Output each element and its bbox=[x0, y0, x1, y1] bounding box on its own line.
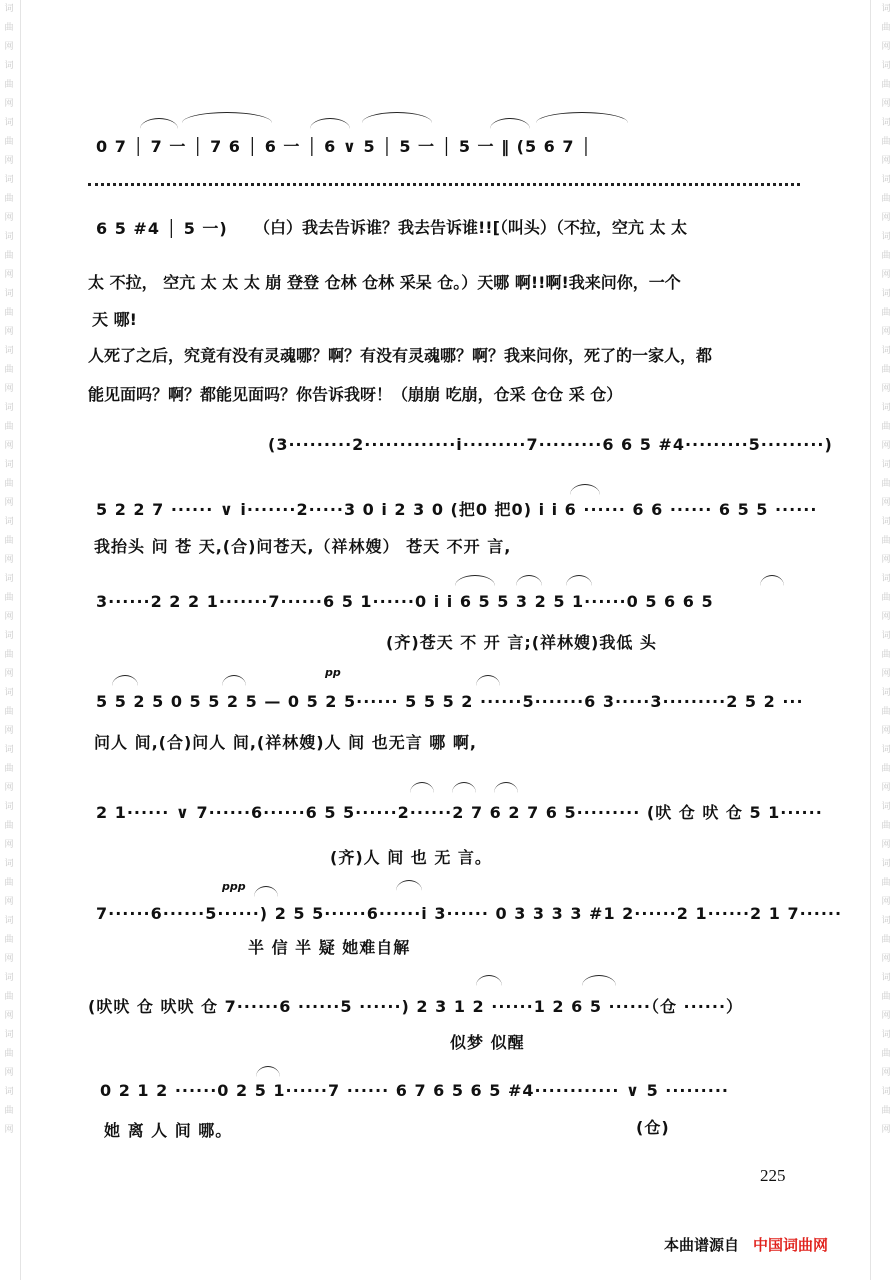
score-line-12-notes: 7······6······5······) 2 5 5······6······i 3······ 0 3 3 3 3 #1 2······2 1······2 1 7······ bbox=[96, 904, 843, 923]
slur bbox=[410, 782, 434, 793]
score-line-8-lyrics: 我抬头 问 苍 天,(合)问苍天,（祥林嫂） 苍天 不开 言, bbox=[94, 537, 512, 556]
slur bbox=[455, 575, 495, 586]
score-line-11-lyrics: (齐)人 间 也 无 言。 bbox=[330, 848, 492, 867]
right-margin-watermark: 词曲网词曲网词曲网词曲网词曲网词曲网词曲网词曲网词曲网词曲网词曲网词曲网词曲网词曲网词曲网词曲网词曲网词曲网词曲网词曲网 bbox=[881, 4, 891, 1135]
slur bbox=[182, 112, 272, 123]
slur bbox=[494, 782, 518, 793]
left-edge-line bbox=[20, 0, 21, 1280]
score-line-14-cue: (仓) bbox=[636, 1118, 670, 1137]
spoken-line-2: 太 不拉， 空亢 太 太 太 崩 登登 仓林 仓林 采呆 仓。）天哪 啊!!啊!我来问你，一个 bbox=[88, 273, 681, 292]
slur bbox=[476, 675, 500, 686]
source-site-link[interactable]: 中国词曲网 bbox=[753, 1236, 829, 1254]
slur bbox=[396, 880, 422, 891]
score-line-8-notes: 5 2 2 7 ······ ∨ i·······2·····3 0 i 2 3 0 (把0 把0) i i 6 ······ 6 6 ······ 6 5 5 ······ bbox=[96, 500, 818, 519]
spoken-line-3: 天 哪! bbox=[92, 310, 137, 329]
slur bbox=[476, 975, 502, 986]
score-line-1-notes: 0 7 │ 7 一 │ 7 6 │ 6 一 │ 6 ∨ 5 │ 5 一 │ 5 一 ‖ (5 6 7 │ bbox=[96, 137, 592, 156]
score-line-14-notes: 0 2 1 2 ······0 2 5 1······7 ······ 6 7 6 5 6 5 #4············ ∨ 5 ········· bbox=[100, 1081, 729, 1100]
spoken-line-4: 人死了之后，究竟有没有灵魂哪？啊？有没有灵魂哪？啊？我来问你，死了的一家人，都 bbox=[88, 346, 713, 365]
score-line-9-notes: 3······2 2 2 1·······7······6 5 1······0 i i 6 5 5 3 2 5 1······0 5 6 6 5 bbox=[96, 592, 714, 611]
score-line-12-lyrics: 半 信 半 疑 她难自解 bbox=[248, 938, 411, 957]
slur bbox=[362, 112, 432, 123]
spoken-line-5: 能见面吗？啊？都能见面吗？你告诉我呀！（崩崩 吃崩，仓采 仓仓 采 仓） bbox=[88, 385, 623, 404]
dynamic-pp: pp bbox=[325, 666, 341, 679]
score-line-2-notes: 6 5 #4 │ 5 一) bbox=[96, 219, 228, 238]
slur bbox=[570, 484, 600, 495]
slur bbox=[112, 675, 138, 686]
slur bbox=[140, 118, 178, 129]
slur bbox=[254, 886, 278, 897]
slur bbox=[582, 975, 616, 986]
slur bbox=[516, 575, 542, 586]
slur bbox=[256, 1066, 280, 1077]
slur bbox=[490, 118, 530, 129]
score-line-11-notes: 2 1······ ∨ 7······6······6 5 5······2······2 7 6 2 7 6 5········· (吠 仓 吠 仓 5 1······ bbox=[96, 803, 823, 822]
score-line-7-notes: (3·········2·············i·········7·········6 6 5 #4·········5·········) bbox=[268, 435, 833, 454]
slur bbox=[536, 112, 628, 123]
score-line-10-notes: 5 5 2 5 0 5 5 2 5 — 0 5 2 5······ 5 5 5 2 ······5·······6 3·····3·········2 5 2 ··· bbox=[96, 692, 804, 711]
slur bbox=[760, 575, 784, 586]
source-label: 本曲谱源自 bbox=[664, 1236, 740, 1254]
slur bbox=[222, 675, 246, 686]
score-line-13-lyrics: 似梦 似醒 bbox=[450, 1033, 525, 1052]
score-line-13-notes: (吠吠 仓 吠吠 仓 7······6 ······5 ······) 2 3 1 2 ······1 2 6 5 ······（仓 ······） bbox=[88, 997, 744, 1016]
dynamic-ppp: ppp bbox=[222, 880, 246, 893]
slur bbox=[452, 782, 476, 793]
source-credit bbox=[664, 1234, 828, 1255]
right-edge-line bbox=[870, 0, 871, 1280]
score-line-14-lyrics: 她 离 人 间 哪。 bbox=[104, 1121, 233, 1140]
slur bbox=[566, 575, 592, 586]
left-margin-watermark: 词曲网词曲网词曲网词曲网词曲网词曲网词曲网词曲网词曲网词曲网词曲网词曲网词曲网词曲网词曲网词曲网词曲网词曲网词曲网词曲网 bbox=[4, 4, 14, 1135]
page-number: 225 bbox=[760, 1166, 786, 1185]
slur bbox=[310, 118, 350, 129]
dotted-separator bbox=[88, 183, 800, 186]
score-line-9-lyrics: (齐)苍天 不 开 言;(祥林嫂)我低 头 bbox=[386, 633, 657, 652]
score-line-10-lyrics: 问人 间,(合)问人 间,(祥林嫂)人 间 也无言 哪 啊, bbox=[94, 733, 477, 752]
spoken-line-1: （白）我去告诉谁？我去告诉谁!![（叫头）（不拉，空亢 太 太 bbox=[254, 218, 688, 237]
